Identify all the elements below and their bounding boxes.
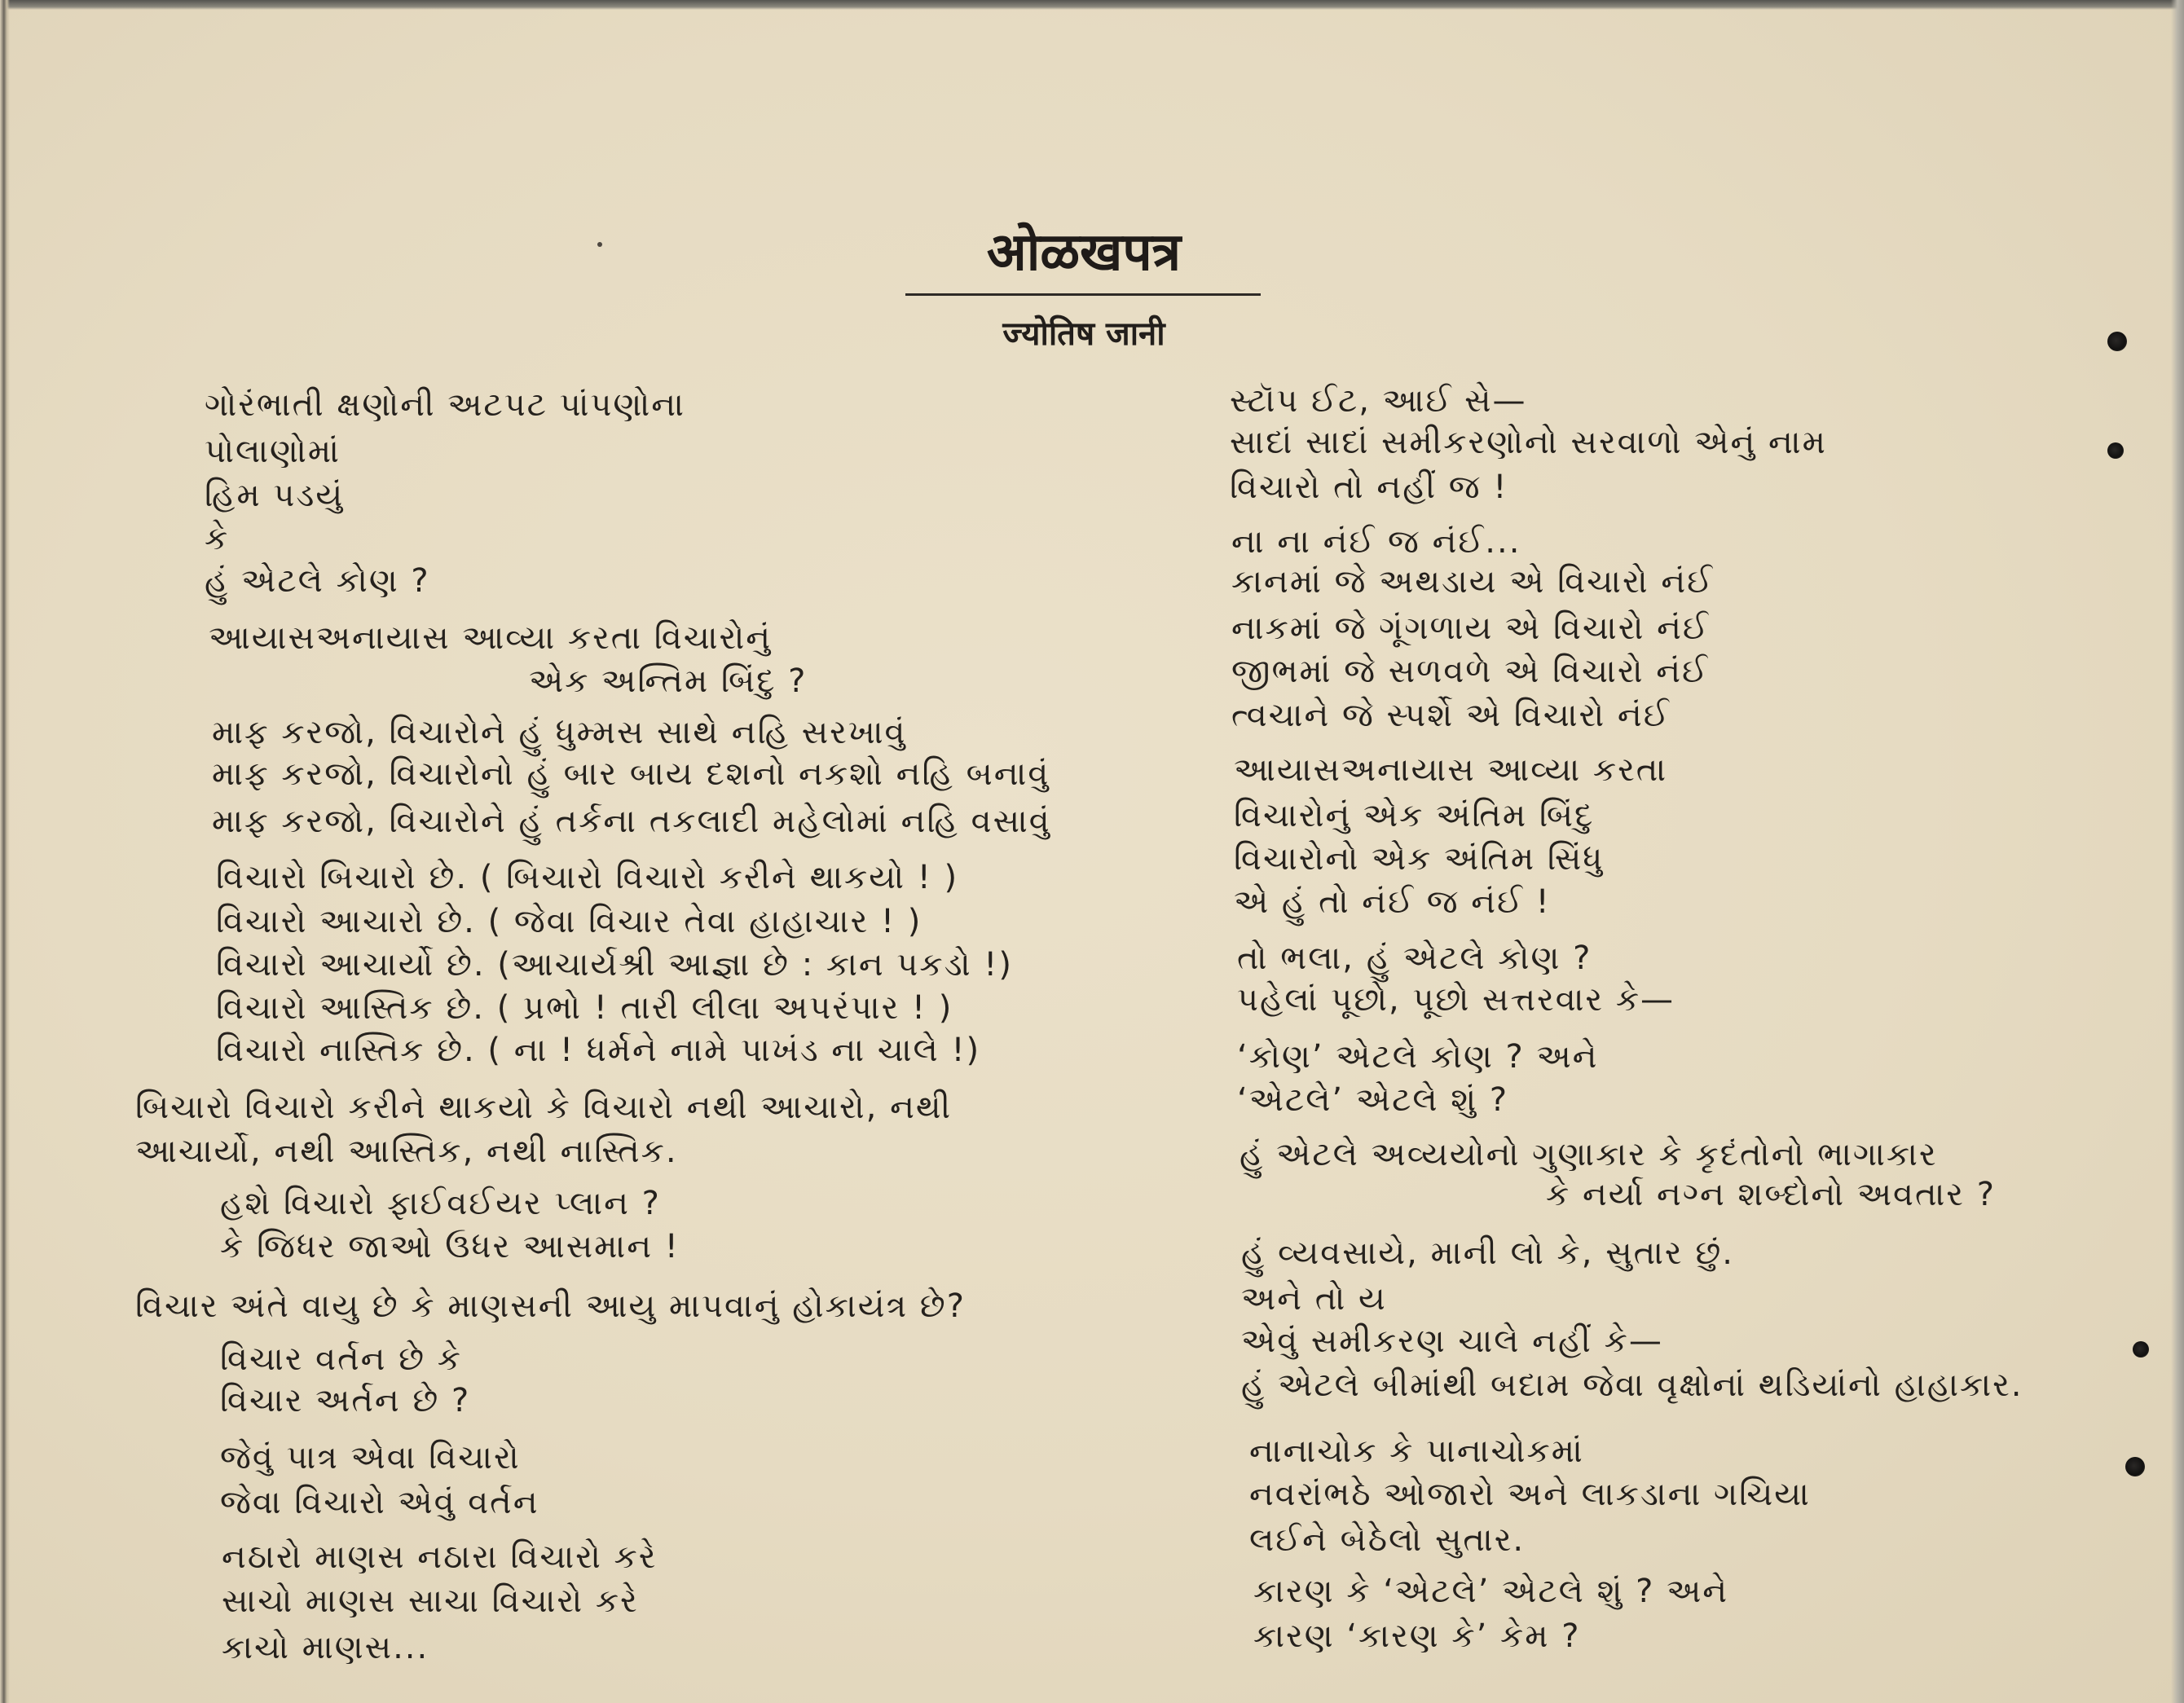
poem-line: વિચારો તો નહીં જ ! xyxy=(1230,469,1508,506)
poem-line: વિચારો નાસ્તિક છે. ( ના ! ધર્મને નામે પાખંડ ના ચાલે !) xyxy=(216,1032,981,1069)
poem-line: નાકમાં જે ગૂંગળાય એ વિચારો નંઈ xyxy=(1231,609,1710,647)
poem-line: વિચાર વર્તન છે કે xyxy=(220,1340,462,1378)
poem-line: કે xyxy=(205,520,230,557)
poem-line: આયાસઅનાયાસ આવ્યા કરતા xyxy=(1234,751,1668,789)
poem-title: ओळखपत्र xyxy=(986,222,1182,283)
poem-line: ના ના નંઈ જ નંઈ... xyxy=(1231,523,1521,561)
poem-line: સ્ટૉપ ઈટ, આઈ સે— xyxy=(1230,382,1527,420)
scan-left-edge xyxy=(0,0,10,1703)
poem-line: પોલાણોમાં xyxy=(205,433,341,470)
poem-line: અને તો ય xyxy=(1241,1280,1387,1318)
poem-line: ‘એટલે’ એટલે શું ? xyxy=(1237,1081,1509,1119)
scan-right-edge xyxy=(2171,0,2184,1703)
poem-line: નવરાંભઠે ઓજારો અને લાકડાના ગચિયા xyxy=(1249,1476,1811,1513)
poem-line: હું એટલે અવ્યયોનો ગુણાકાર કે કૃદંતોનો ભાગાકાર xyxy=(1240,1136,1938,1173)
poem-line: જેવું પાત્ર એવા વિચારો xyxy=(220,1439,521,1476)
poem-line: ત્વચાને જે સ્પર્શે એ વિચારો નંઈ xyxy=(1231,697,1671,734)
poem-line: કે જિધર જાઓ ઉધર આસમાન ! xyxy=(220,1228,680,1265)
poem-line: હશે વિચારો ફાઈવઈયર પ્લાન ? xyxy=(220,1185,661,1222)
poem-line: વિચાર અર્તન છે ? xyxy=(220,1382,471,1419)
poem-line: લઈને બેઠેલો સુતાર. xyxy=(1249,1521,1526,1559)
poem-line: કે નર્યા નગ્ન શબ્દોનો અવતાર ? xyxy=(1546,1176,1996,1213)
poem-line: ગોરંભાતી ક્ષણોની અટપટ પાંપણોના xyxy=(205,386,685,424)
poem-line: વિચારો આસ્તિક છે. ( પ્રભો ! તારી લીલા અપરંપાર ! ) xyxy=(216,989,953,1027)
poem-line: માફ કરજો, વિચારોને હું ધુમ્મસ સાથે નહિ સરખાવું xyxy=(212,714,907,751)
poem-line: હું એટલે બીમાંથી બદામ જેવા વૃક્ષોનાં થડિયાંનો હાહાકાર. xyxy=(1241,1366,2023,1404)
poem-line: જેવા વિચારો એવું વર્તન xyxy=(220,1484,539,1521)
poem-line: કારણ કે ‘એટલે’ એટલે શું ? અને xyxy=(1253,1573,1729,1610)
poem-line: નઠારો માણસ નઠારા વિચારો કરે xyxy=(222,1538,658,1576)
poem-line: સાદાં સાદાં સમીકરણોનો સરવાળો એનું નામ xyxy=(1230,424,1827,461)
poem-line: આચાર્યો, નથી આસ્તિક, નથી નાસ્તિક. xyxy=(135,1133,678,1170)
poem-line: વિચારો બિચારો છે. ( બિચારો વિચારો કરીને થાકયો ! ) xyxy=(216,859,959,896)
scan-top-edge xyxy=(0,0,2184,10)
poem-line: કાચો માણસ... xyxy=(222,1629,429,1666)
poem-line: બિચારો વિચારો કરીને થાકયો કે વિચારો નથી આચારો, નથી xyxy=(135,1089,953,1126)
poem-line: વિચારોનો એક અંતિમ સિંધુ xyxy=(1234,840,1605,878)
poem-line: જીભમાં જે સળવળે એ વિચારો નંઈ xyxy=(1231,653,1709,690)
poem-line: વિચાર અંતે વાયુ છે કે માણસની આયુ માપવાનું હોકાયંત્ર છે? xyxy=(135,1287,966,1325)
title-underline xyxy=(905,293,1261,296)
poem-line: એક અન્તિમ બિંદુ ? xyxy=(529,662,808,700)
binder-hole xyxy=(2133,1341,2149,1358)
binder-hole xyxy=(2125,1457,2145,1476)
poem-line: આયાસઅનાયાસ આવ્યા કરતા વિચારોનું xyxy=(209,619,773,657)
poem-line: વિચારોનું એક અંતિમ બિંદુ xyxy=(1234,797,1595,834)
poem-line: માફ કરજો, વિચારોને હું તર્કના તકલાદી મહેલોમાં નહિ વસાવું xyxy=(212,803,1051,840)
poem-line: માફ કરજો, વિચારોનો હું બાર બાય દશનો નકશો નહિ બનાવું xyxy=(212,755,1050,793)
binder-hole xyxy=(2107,442,2124,459)
poem-line: કાનમાં જે અથડાય એ વિચારો નંઈ xyxy=(1231,563,1715,601)
poem-line: તો ભલા, હું એટલે કોણ ? xyxy=(1237,940,1592,977)
poem-line: હિમ પડયું xyxy=(205,477,345,514)
poem-line: વિચારો આચારો છે. ( જેવા વિચાર તેવા હાહાચાર ! ) xyxy=(216,903,922,940)
poem-line: પહેલાં પૂછો, પૂછો સત્તરવાર કે— xyxy=(1237,981,1675,1019)
poem-line: એ હું તો નંઈ જ નંઈ ! xyxy=(1234,883,1551,921)
paper-speck xyxy=(597,242,602,247)
poem-line: સાચો માણસ સાચા વિચારો કરે xyxy=(222,1582,639,1620)
poem-line: કારણ ‘કારણ કે’ કેમ ? xyxy=(1253,1617,1581,1655)
poem-line: હું વ્યવસાયે, માની લો કે, સુતાર છું. xyxy=(1241,1234,1734,1272)
binder-hole xyxy=(2107,332,2127,351)
poem-line: નાનાચોક કે પાનાચોકમાં xyxy=(1249,1432,1584,1470)
poem-line: ‘કોણ’ એટલે કોણ ? અને xyxy=(1237,1038,1599,1076)
poem-line: વિચારો આચાર્યો છે. (આચાર્યશ્રી આજ્ઞા છે : કાન પકડો !) xyxy=(216,946,1013,984)
author-name: ज्योतिष जानी xyxy=(1002,315,1165,353)
poem-line: હું એટલે કોણ ? xyxy=(205,562,430,600)
poem-line: એવું સમીકરણ ચાલે નહીં કે— xyxy=(1241,1322,1663,1360)
